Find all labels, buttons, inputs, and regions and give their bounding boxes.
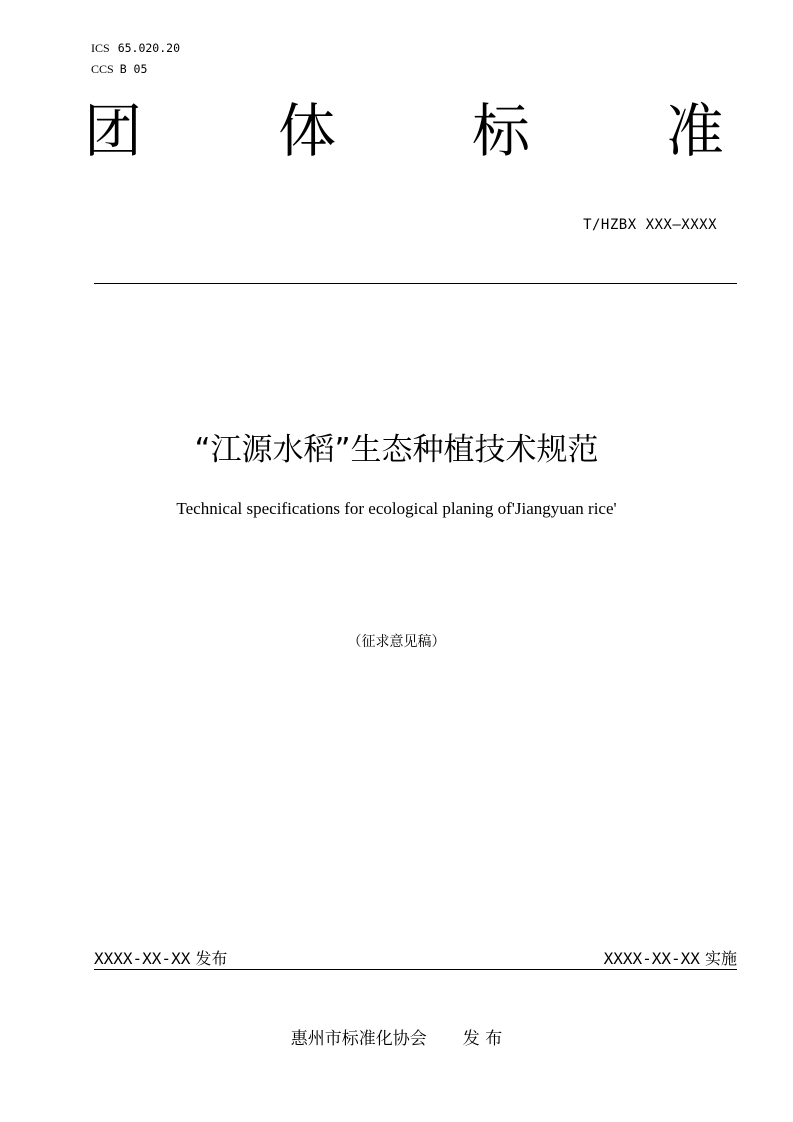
- standard-type-char-3: 标: [472, 97, 531, 165]
- publisher-action: 发 布: [462, 1029, 503, 1049]
- standard-type-char-2: 体: [278, 97, 337, 165]
- ccs-code: [91, 59, 180, 80]
- ccs-value: B 05: [119, 62, 148, 76]
- standard-number: T/HZBX XXX—XXXX: [583, 217, 717, 233]
- top-divider: [94, 283, 737, 284]
- implement-date: XXXX-XX-XX: [603, 949, 700, 968]
- standard-type-char-1: 团: [84, 97, 143, 165]
- bottom-divider: [94, 969, 737, 970]
- classification-codes: [91, 38, 180, 80]
- ics-label: ICS: [91, 41, 110, 55]
- ics-code: [91, 38, 180, 59]
- publisher-line: [0, 1024, 793, 1049]
- ics-value: 65.020.20: [117, 41, 180, 55]
- draft-status: （征求意见稿）: [347, 634, 446, 650]
- issue-label: 发布: [195, 949, 228, 968]
- implement-date-line: [604, 946, 737, 969]
- ccs-label: CCS: [91, 62, 114, 76]
- standard-type-char-4: 准: [666, 97, 725, 165]
- issue-date: XXXX-XX-XX: [94, 949, 191, 968]
- document-title-chinese: “江源水稻”生态种植技术规范: [194, 432, 599, 468]
- publisher-name: 惠州市标准化协会: [290, 1029, 427, 1049]
- issue-date-line: [94, 946, 227, 969]
- document-title-english: Technical specifications for ecological planing of'Jiangyuan rice': [176, 499, 617, 518]
- implement-label: 实施: [704, 949, 737, 968]
